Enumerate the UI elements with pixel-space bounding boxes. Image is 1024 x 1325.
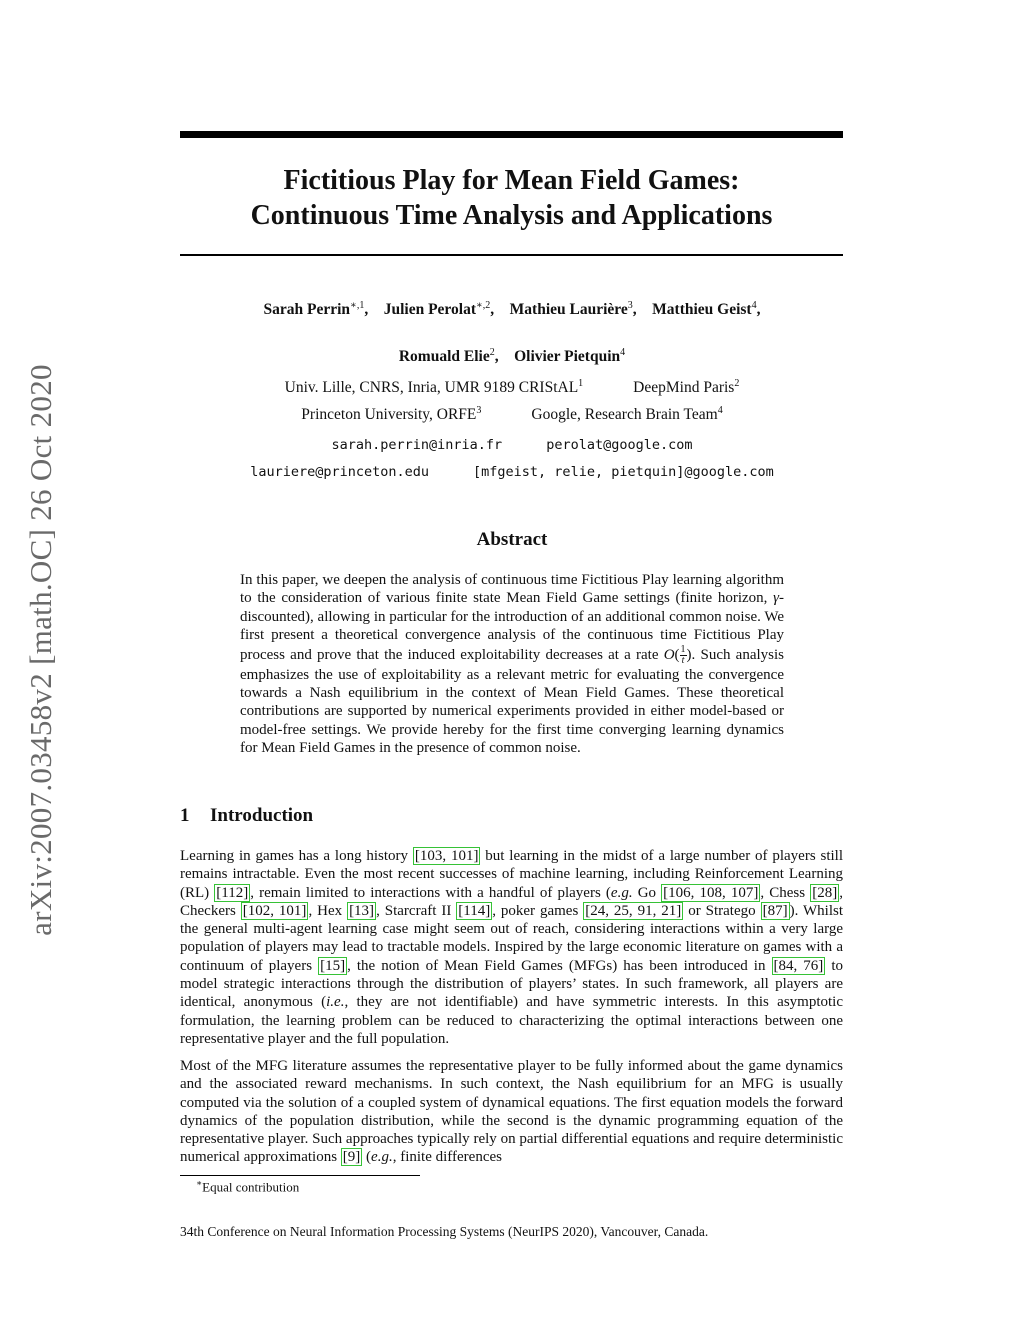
author-line-2	[0, 347, 1024, 366]
affiliation-mark: 3	[476, 405, 482, 416]
paragraph-text: to model strategic interactions through the distribution of players’ states. In such framework, all players are identical, anonymous (	[180, 957, 843, 1011]
email-row-1	[0, 437, 1024, 453]
affiliation-row-1	[0, 378, 1024, 397]
author-name: Olivier Pietquin	[514, 348, 621, 366]
author-mark: ∗,1	[350, 300, 365, 311]
paragraph-text: , remain limited to interactions with a handful of players (	[250, 884, 611, 901]
author-separator: ,	[632, 301, 649, 319]
intro-paragraph-1	[180, 847, 843, 1048]
conference-footer: 34th Conference on Neural Information Processing Systems (NeurIPS 2020), Vancouver, Canada.	[180, 1224, 709, 1239]
paragraph-text: , poker games	[492, 902, 584, 919]
paragraph-text: ). Whilst the general multi-agent learning case might seem out of reach, considering interactions within a very large population of players may lead to tractable models. Inspired by the large economic literature on games with a continuum of players	[180, 902, 843, 974]
affiliation-row-2	[0, 405, 1024, 424]
abstract-text: In this paper, we deepen the analysis of continuous time Fictitious Play learning algorithm to the consideration of various finite state Mean Field Game settings (finite horizon, γ-discounted), allowing in particular for the introduction of an additional common noise. We first present a theoretical convergence analysis of the continuous time Fictitious Play process and prove that the induced exploitability decreases at a rate O( $\frac{1}{t}$ ). Such analysis emphasizes the use of exploitability as a relevant metric for evaluating the convergence towards a Nash equilibrium in the context of Mean Field Games. These theoretical contributions are supported by numerical experiments provided in either model-based or model-free settings. We provide hereby for the first time converging learning dynamics for Mean Field Games in the presence of common noise.	[240, 572, 785, 757]
affiliation: DeepMind Paris	[633, 379, 735, 397]
citation-link[interactable]: [13]	[349, 902, 375, 919]
email-link[interactable]: [mfgeist, relie, pietquin]@google.com	[473, 464, 774, 480]
affiliation-mark: 1	[578, 378, 584, 389]
title-line-1: Fictitious Play for Mean Field Games:	[283, 165, 740, 196]
author-line-1	[0, 300, 1024, 319]
citation-link[interactable]: [103, 101]	[414, 848, 479, 864]
paragraph-text: , they are not identifiable) and have symmetric interests. In this asymptotic formulation, the learning problem can be reduced to characterizing the optimal interactions between one representative player and the full population.	[180, 994, 844, 1047]
email-link[interactable]: perolat@google.com	[546, 437, 693, 453]
paragraph-text: , Starcraft II	[376, 902, 457, 919]
citation-link[interactable]: [102, 101]	[242, 902, 307, 919]
citation-link[interactable]: [106, 108, 107]	[663, 884, 759, 901]
author-name: Sarah Perrin	[263, 301, 351, 319]
author-mark: 3	[627, 300, 633, 311]
citation-link[interactable]: [114]	[458, 902, 491, 919]
paragraph-text: , Chess	[760, 884, 811, 901]
paragraph-text: , Checkers	[180, 884, 843, 919]
affiliation-mark: 2	[734, 378, 740, 389]
paragraph-text: (	[362, 1149, 372, 1166]
affiliation: Univ. Lille, CNRS, Inria, UMR 9189 CRIStAL	[284, 379, 579, 397]
author-name: Mathieu Laurière	[509, 301, 628, 319]
author-mark: 2	[489, 347, 495, 358]
paragraph-text: i.e.	[326, 994, 345, 1011]
author-name: Romuald Elie	[398, 348, 490, 366]
email-link[interactable]: sarah.perrin@inria.fr	[331, 437, 503, 453]
footnote-rule	[180, 1175, 420, 1176]
email-link[interactable]: lauriere@princeton.edu	[250, 464, 430, 480]
citation-link[interactable]: [9]	[342, 1149, 361, 1166]
affiliation-mark: 4	[717, 405, 723, 416]
arxiv-sidebar-stamp: arXiv:2007.03458v2 [math.OC] 26 Oct 2020	[23, 364, 58, 936]
citation-link[interactable]: [112]	[216, 884, 249, 901]
author-mark: ∗,2	[476, 300, 491, 311]
citation-link[interactable]: [84, 76]	[773, 957, 824, 974]
citation-link[interactable]: [87]	[762, 902, 788, 919]
title-bottom-rule	[180, 254, 843, 256]
author-mark: 4	[751, 300, 757, 311]
paragraph-text: Go	[632, 884, 662, 901]
affiliation: Princeton University, ORFE	[301, 406, 477, 424]
footnote: ∗Equal contribution	[196, 1178, 300, 1195]
author-name: Julien Perolat	[383, 301, 476, 319]
abstract-heading: Abstract	[476, 529, 548, 550]
author-name: Matthieu Geist	[652, 301, 752, 319]
paragraph-text: e.g.	[371, 1149, 393, 1166]
paragraph-text: , Hex	[308, 902, 348, 919]
citation-link[interactable]: [15]	[320, 957, 346, 974]
email-row-2	[0, 464, 1024, 480]
paragraph-text: Most of the MFG literature assumes the representative player to be fully informed about the game dynamics and the associated reward mechanisms. In such context, the Nash equilibrium for an MFG is usually computed via the solution of a coupled system of dynamical equations. The first equation models the forward dynamics of the population distribution, while the second is the dynamic programming equation of the representative player. Such approaches typically rely on partial differential equations and require deterministic numerical approximations	[180, 1058, 843, 1166]
intro-paragraph-2	[180, 1057, 843, 1167]
paper-title	[180, 163, 843, 233]
title-top-rule	[180, 131, 843, 138]
paragraph-text: Learning in games has a long history	[180, 848, 413, 864]
title-line-2: Continuous Time Analysis and Applications	[250, 200, 773, 231]
paragraph-text: or Stratego	[683, 902, 761, 919]
author-separator: ,	[364, 301, 380, 319]
author-separator: ,	[490, 301, 506, 319]
paragraph-text: , the notion of Mean Field Games (MFGs) has been introduced in	[347, 957, 772, 974]
section-heading: 1 Introduction	[180, 805, 314, 826]
author-separator: ,	[756, 301, 761, 319]
author-separator: ,	[494, 348, 511, 366]
citation-link[interactable]: [28]	[812, 884, 838, 901]
paragraph-text: e.g.	[610, 884, 633, 901]
paragraph-text: but learning in the midst of a large number of players still remains intractable. Even the most recent successes of machine learning, including Reinforcement Learning (RL)	[180, 848, 843, 901]
affiliation: Google, Research Brain Team	[531, 406, 718, 424]
rate-fraction: $\frac{1}{t}$	[680, 643, 686, 666]
paragraph-text: , finite differences	[392, 1149, 502, 1166]
author-mark: 4	[620, 347, 626, 358]
citation-link[interactable]: [24, 25, 91, 21]	[585, 902, 682, 919]
